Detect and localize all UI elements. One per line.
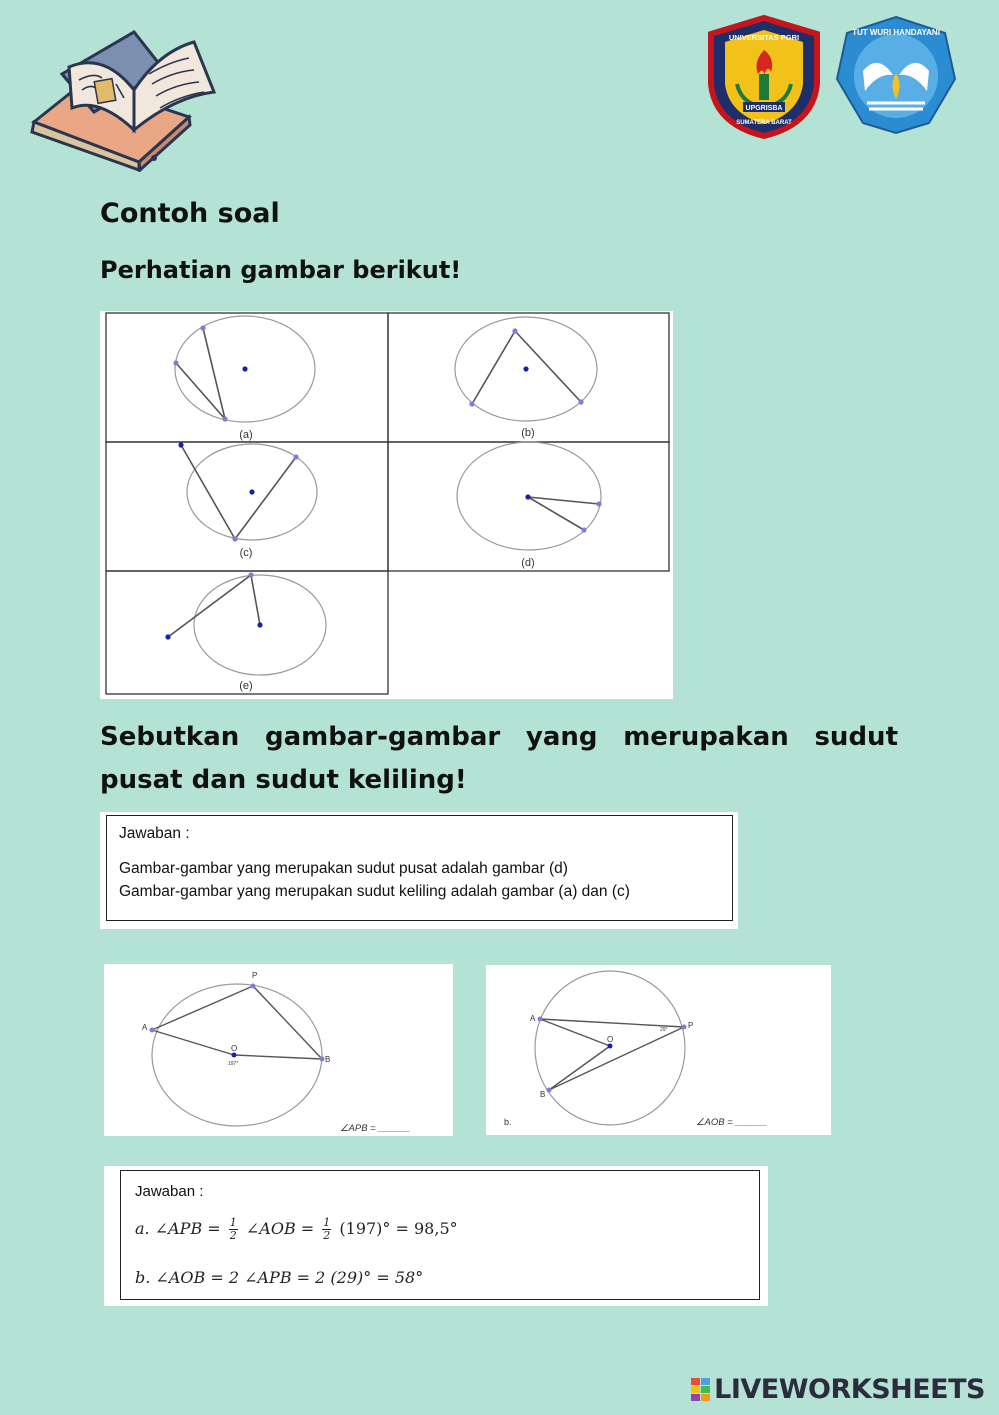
figure-label-c: (c)	[239, 547, 253, 559]
answer-1-line-1: Gambar-gambar yang merupakan sudut pusat adalah gambar (d)	[119, 860, 568, 877]
answer-panel-1	[100, 812, 738, 929]
line-a-mid: ∠AOB =	[245, 1219, 315, 1238]
logo-region-text: SUMATERA BARAT	[736, 120, 792, 126]
section-heading: Contoh soal	[100, 198, 280, 229]
answer-1-title: Jawaban :	[119, 825, 190, 842]
figure-b-label: b.	[504, 1117, 512, 1127]
answer-2-title: Jawaban :	[135, 1183, 204, 1200]
answer-box-1	[106, 815, 733, 921]
figure-grid-panel	[100, 311, 673, 699]
point-a-label-b: A	[530, 1014, 536, 1023]
answer-2-line-a	[135, 1217, 458, 1242]
angle-aob-label: 197°	[228, 1061, 239, 1067]
answer-2-line-b: b. ∠AOB = 2 ∠APB = 2 (29)° = 58°	[135, 1268, 424, 1287]
answer-box-2	[120, 1170, 760, 1300]
angle-apb-label: 29°	[660, 1027, 668, 1033]
answer-panel-2	[104, 1166, 768, 1306]
section-subheading: Perhatian gambar berikut!	[100, 256, 462, 284]
tut-wuri-handayani-logo	[833, 13, 959, 137]
aob-blank: ∠AOB = ______	[696, 1117, 768, 1128]
point-p-label: P	[252, 971, 258, 980]
point-b-label-b: B	[540, 1090, 546, 1099]
figure-aob	[486, 965, 831, 1135]
figure-label-e: (e)	[239, 680, 253, 692]
fraction-half-2: $\frac{1}{2}$	[323, 1216, 331, 1242]
point-o-label: O	[231, 1044, 238, 1053]
fraction-half-1: $\frac{1}{2}$	[229, 1216, 237, 1242]
book-illustration	[24, 12, 234, 172]
point-b-label: B	[325, 1055, 331, 1064]
figure-grid	[100, 311, 673, 699]
line-a-prefix: a. ∠APB =	[135, 1219, 221, 1238]
answer-1-line-2: Gambar-gambar yang merupakan sudut keliling adalah gambar (a) dan (c)	[119, 883, 630, 900]
line-a-suffix: (197)° = 98,5°	[339, 1219, 458, 1238]
apb-blank: ∠APB = ______	[340, 1123, 411, 1134]
point-a-label: A	[142, 1023, 148, 1032]
university-logo	[703, 14, 825, 140]
figure-label-a: (a)	[239, 429, 253, 441]
point-p-label-b: P	[688, 1021, 694, 1030]
question-text: Sebutkan gambar-gambar yang merupakan sudut pusat dan sudut keliling!	[100, 722, 898, 795]
figure-apb	[104, 964, 453, 1136]
watermark-text: LIVEWORKSHEETS	[714, 1374, 985, 1405]
example-figure-a	[104, 964, 453, 1136]
figure-label-d: (d)	[521, 557, 535, 569]
liveworksheets-watermark	[691, 1374, 985, 1405]
figure-label-b: (b)	[521, 427, 535, 439]
example-figure-b	[486, 965, 831, 1135]
logo-university-text: UNIVERSITAS PGRI	[728, 33, 800, 42]
logo-motto-text: TUT WURI HANDAYANI	[852, 28, 940, 37]
logo-upgrisba-text: UPGRISBA	[745, 105, 783, 112]
point-o-label-b: O	[607, 1035, 614, 1044]
liveworksheets-icon	[691, 1378, 711, 1402]
